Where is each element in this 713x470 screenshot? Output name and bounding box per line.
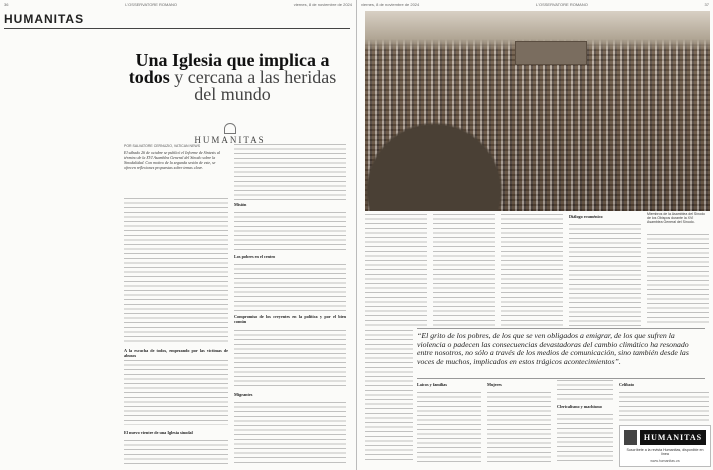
photo-caption: Miembros de la Asamblea del Sínodo de los Obispos durante la XVI Asamblea General del Sínodo. <box>647 212 705 225</box>
article-title <box>120 52 345 103</box>
column-text <box>234 144 346 202</box>
right-page-number: 37 <box>704 2 709 7</box>
subheading: Mujeres <box>487 382 502 387</box>
column-heading <box>569 212 641 220</box>
subheading: Migrantes <box>234 392 253 397</box>
synod-assembly-photo <box>365 11 710 211</box>
humanitas-logo: HUMANITAS <box>170 123 290 145</box>
column-heading <box>234 390 346 398</box>
right-running-head <box>361 2 709 9</box>
column-text <box>647 234 709 326</box>
column-text <box>365 214 427 326</box>
column-text <box>557 380 613 402</box>
left-page-number: 36 <box>4 2 9 7</box>
column-text <box>234 212 346 252</box>
column-heading <box>124 428 228 436</box>
subheading: Compromiso de los creyentes en la política y por el bien común <box>234 314 346 324</box>
ad-url[interactable]: www.humanitas.va <box>650 459 680 463</box>
left-running-head <box>4 2 352 9</box>
column-heading <box>619 380 709 388</box>
column-heading <box>487 380 551 388</box>
ad-text: Suscríbete a la revista Humanitas, disponible en línea <box>626 448 704 457</box>
column-text <box>124 360 228 425</box>
section-rule <box>4 28 350 29</box>
column-text <box>417 392 481 464</box>
subheading: Celibato <box>619 382 635 387</box>
article-byline: POR SALVATORE CERNUZIO, VATICAN NEWS <box>124 144 201 148</box>
right-date: viernes, 8 de noviembre de 2024 <box>361 2 420 7</box>
section-title: HUMANITAS <box>4 12 85 26</box>
column-text <box>487 392 551 464</box>
column-heading <box>557 402 613 410</box>
article-title-bold: Una Iglesia que implica a todos <box>128 50 330 87</box>
column-text <box>365 330 413 460</box>
article-lede: El sábado 26 de octubre se publicó el Informe de Síntesis al término de la XVI Asamblea General del Sínodo sobre la Sinodalidad. Con motivo de la segunda sesión de este, se ofrecen reflexiones propuestas sobre temas clave. <box>124 150 220 170</box>
right-masthead: L'OSSERVATORE ROMANO <box>536 2 588 7</box>
column-text <box>234 264 346 312</box>
column-heading <box>234 312 346 324</box>
column-heading <box>234 200 346 208</box>
pullquote-rule-bottom <box>417 378 705 379</box>
left-date: viernes, 8 de noviembre de 2024 <box>293 2 352 7</box>
column-text <box>433 214 495 326</box>
subheading: Diálogo ecuménico <box>569 214 603 219</box>
column-heading <box>417 380 481 388</box>
column-heading <box>234 252 346 260</box>
subheading: A la escucha de todos, empezando por las víctimas de abusos <box>124 348 228 358</box>
column-text <box>569 224 641 326</box>
pull-quote <box>417 332 705 366</box>
subheading: Misión <box>234 202 247 207</box>
subheading: El nuevo vientre de una Iglesia sinodal <box>124 430 193 435</box>
column-text <box>557 414 613 464</box>
column-heading <box>124 346 228 358</box>
column-text <box>124 440 228 466</box>
left-masthead: L'OSSERVATORE ROMANO <box>125 2 177 7</box>
pullquote-rule-top <box>417 328 705 329</box>
vatican-seal-icon <box>624 430 637 445</box>
subheading: Laicos y familias <box>417 382 448 387</box>
hall-stage <box>515 41 587 65</box>
subheading: Los pobres en el centro <box>234 254 276 259</box>
column-text <box>234 330 346 388</box>
article-title-thin: y cercana a las heridas del mundo <box>174 67 337 104</box>
column-text <box>619 392 709 422</box>
humanitas-advertisement[interactable] <box>619 425 711 467</box>
column-text <box>501 214 563 326</box>
pull-quote-text: “El grito de los pobres, de los que se ven obligados a emigrar, de los que sufren la violencia o padecen las consecuencias devastadoras del cambio climático ha resonado entre nosotros, no sólo a través de los medios de comunicación, sino también desde las voces de muchos, implicados en estos trágicos acontecimientos”. <box>417 331 689 366</box>
right-page <box>357 0 713 470</box>
subheading: Clericalismo y machismo <box>557 404 602 409</box>
ad-brand: HUMANITAS <box>640 430 706 445</box>
column-text <box>234 402 346 464</box>
column-text <box>124 198 228 343</box>
